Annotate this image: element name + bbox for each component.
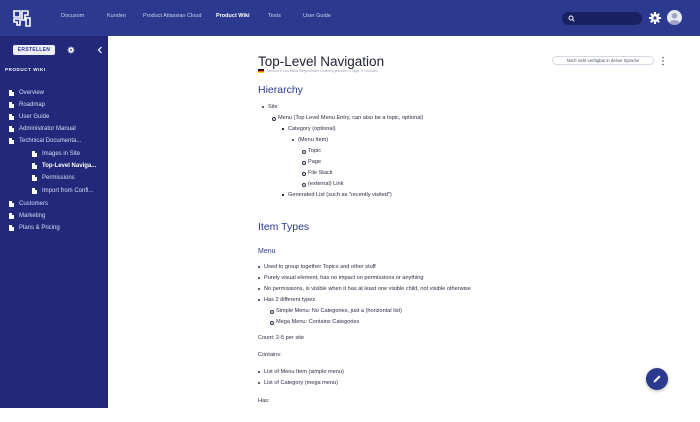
list-item: Simple Menu: No Categories, just a (horizontal list) bbox=[276, 308, 402, 314]
nav-item-user-guide[interactable]: User Guide bbox=[303, 13, 331, 19]
settings-gear-icon[interactable] bbox=[648, 11, 662, 25]
page-icon bbox=[32, 175, 37, 181]
list-item: Menu (Top Level Menu Entry, can also be a topic, optional) bbox=[278, 115, 424, 121]
nav-item-product-atlassian-cloud[interactable]: Product Atlassian Cloud bbox=[143, 13, 202, 19]
user-avatar[interactable] bbox=[667, 10, 682, 25]
space-settings-icon[interactable] bbox=[67, 46, 75, 54]
list-item: Page bbox=[308, 159, 322, 165]
page-icon bbox=[9, 201, 14, 207]
edit-page-button[interactable] bbox=[646, 368, 668, 390]
page-meta bbox=[258, 69, 378, 73]
search-input[interactable] bbox=[562, 12, 642, 25]
pencil-icon bbox=[652, 374, 662, 384]
list-item: Mega Menu: Contains Categories bbox=[276, 319, 360, 325]
list-item: Generated List (such as "recently visited") bbox=[288, 192, 392, 198]
list-item: (Menu Item) bbox=[298, 137, 329, 143]
more-options-icon[interactable] bbox=[661, 56, 665, 66]
sidebar-item-user-guide[interactable]: User Guide bbox=[9, 114, 49, 120]
heading-hierarchy: Hierarchy bbox=[258, 84, 303, 96]
collapse-sidebar-icon[interactable] bbox=[97, 46, 103, 54]
list-item: Purely visual element, has no impact on permissions or anything bbox=[264, 275, 424, 281]
german-flag-icon bbox=[258, 69, 264, 73]
sidebar-item-top-level-navigation[interactable]: Top-Level Naviga... bbox=[32, 163, 96, 169]
list-item: File Stack bbox=[308, 170, 333, 176]
language-availability-badge[interactable]: Noch nicht verfügbar in deiner Sprache bbox=[552, 56, 654, 65]
sidebar-item-plans-pricing[interactable]: Plans & Pricing bbox=[9, 225, 60, 231]
sidebar-item-customers[interactable]: Customers bbox=[9, 201, 48, 207]
list-item: Topic bbox=[308, 148, 322, 154]
nav-item-kunden[interactable]: Kunden bbox=[107, 13, 126, 19]
list-item: No permissions, is visible when it has at least one visible child, not visible otherwise bbox=[264, 286, 471, 292]
page-icon bbox=[9, 126, 14, 132]
page-icon bbox=[9, 114, 14, 120]
nav-item-product-wiki[interactable]: Product Wiki bbox=[216, 13, 250, 19]
contains-label: Contains: bbox=[258, 352, 282, 358]
sidebar-item-technical-documentation[interactable]: Technical Documenta... bbox=[9, 138, 81, 144]
sidebar-item-import-from-confluence[interactable]: Import from Confl... bbox=[32, 188, 93, 194]
has-label: Has: bbox=[258, 398, 270, 404]
page-icon bbox=[32, 188, 37, 194]
sidebar-item-marketing[interactable]: Marketing bbox=[9, 213, 45, 219]
top-navigation-bar bbox=[0, 0, 700, 36]
list-item: Has 2 different types bbox=[264, 297, 316, 303]
space-sidebar bbox=[0, 36, 108, 408]
page-icon bbox=[9, 102, 14, 108]
search-icon bbox=[568, 15, 575, 22]
list-item: Used to group together Topics and other stuff bbox=[264, 264, 376, 270]
heading-menu: Menu bbox=[258, 248, 276, 255]
brand-name[interactable]: Docusom bbox=[61, 13, 85, 19]
sidebar-item-permissions[interactable]: Permissions bbox=[32, 175, 75, 181]
page-icon bbox=[32, 163, 37, 169]
list-item: List of Menu Item (simple menu) bbox=[264, 369, 344, 375]
logo-icon[interactable] bbox=[12, 8, 36, 28]
page-icon bbox=[32, 151, 37, 157]
list-item: Site bbox=[268, 104, 278, 110]
space-title[interactable]: PRODUCT WIKI bbox=[5, 67, 46, 72]
heading-item-types: Item Types bbox=[258, 221, 310, 233]
page-icon bbox=[9, 225, 14, 231]
create-button[interactable]: ERSTELLEN bbox=[13, 45, 55, 55]
user-icon bbox=[667, 10, 682, 25]
list-item: (external) Link bbox=[308, 181, 344, 187]
list-item: List of Category (mega menu) bbox=[264, 380, 338, 386]
page-meta-text[interactable]: Version 5 von Mara Siegenthaler Grabelli geändert 4 Tage, 5 Stunden bbox=[267, 69, 378, 73]
page-icon bbox=[9, 213, 14, 219]
page-icon bbox=[9, 138, 14, 144]
sidebar-item-administrator-manual[interactable]: Administrator Manual bbox=[9, 126, 76, 132]
count-text: Count: 2-5 per site bbox=[258, 335, 305, 341]
sidebar-item-images-in-site[interactable]: Images in Site bbox=[32, 151, 80, 157]
sidebar-item-overview[interactable]: Overview bbox=[9, 90, 44, 96]
nav-item-tests[interactable]: Tests bbox=[268, 13, 281, 19]
list-item: Category (optional) bbox=[288, 126, 336, 132]
page-icon bbox=[9, 90, 14, 96]
sidebar-item-roadmap[interactable]: Roadmap bbox=[9, 102, 45, 108]
page-title: Top-Level Navigation bbox=[258, 54, 385, 69]
